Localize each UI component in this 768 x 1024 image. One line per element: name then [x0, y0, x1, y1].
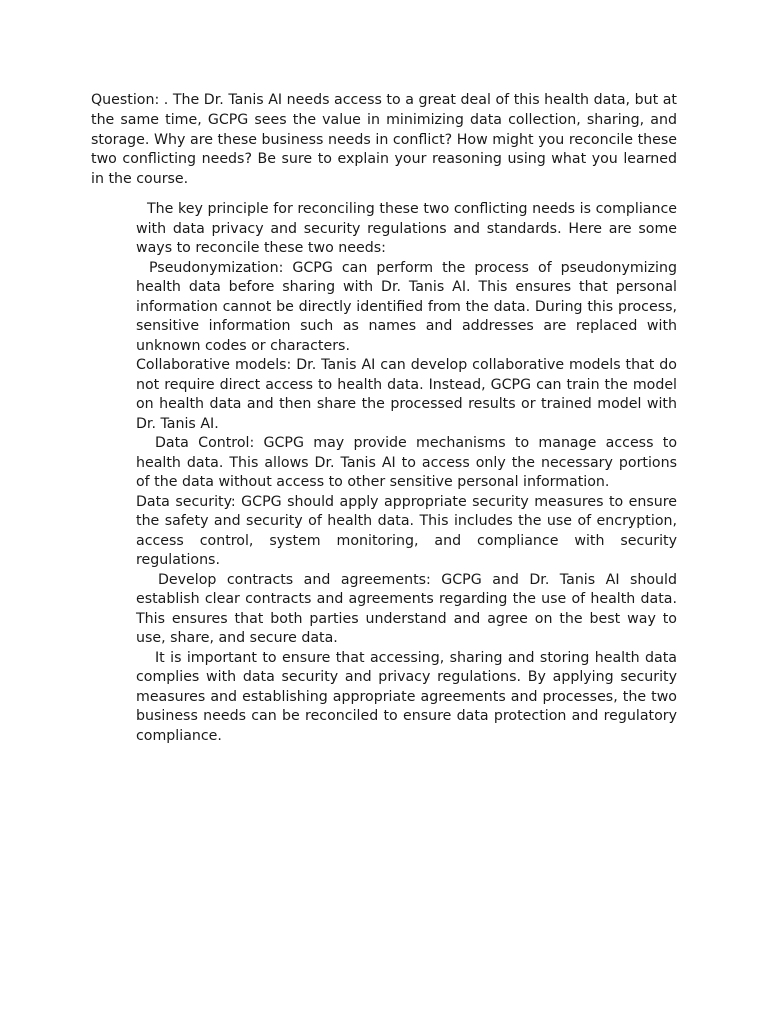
contracts-paragraph: Develop contracts and agreements: GCPG and Dr. Tanis AI should establish clear contracts and agreements regarding the use of health data. This ensures that both parties understand and agree on the best way to use, share, and secure data. — [136, 571, 677, 646]
collaborative-models-paragraph: Collaborative models: Dr. Tanis AI can develop collaborative models that do not require direct access to health data. Instead, GCPG can train the model on health data and then share the processed results or trained model with Dr. Tanis AI. — [136, 357, 677, 432]
data-control-paragraph: Data Control: GCPG may provide mechanisms to manage access to health data. This allows Dr. Tanis AI to access only the necessary portions of the data without access to other sensitive personal information. — [136, 435, 677, 490]
question-text: Question: . The Dr. Tanis AI needs access to a great deal of this health data, but at the same time, GCPG sees the value in minimizing data collection, sharing, and storage. Why are these business needs in conflict? How might you reconcile these two conflicting needs? Be sure to explain your reasoning using what you learned in the course. — [91, 92, 677, 188]
data-security-paragraph: Data security: GCPG should apply appropriate security measures to ensure the safety and security of health data. This includes the use of encryption, access control, system monitoring, and compliance with security regulations. — [136, 493, 677, 568]
pseudonymization-paragraph: Pseudonymization: GCPG can perform the process of pseudonymizing health data before sharing with Dr. Tanis AI. This ensures that personal information cannot be directly identified from the data. During this process, sensitive information such as names and addresses are replaced with unknown codes or characters. — [136, 259, 677, 354]
answer-body — [136, 200, 677, 746]
conclusion-paragraph: It is important to ensure that accessing, sharing and storing health data complies with data security and privacy regulations. By applying security measures and establishing appropriate agreements and processes, the two business needs can be reconciled to ensure data protection and regulatory compliance. — [136, 649, 677, 744]
intro-paragraph: The key principle for reconciling these two conflicting needs is compliance with data privacy and security regulations and standards. Here are some ways to reconcile these two needs: — [136, 201, 677, 256]
